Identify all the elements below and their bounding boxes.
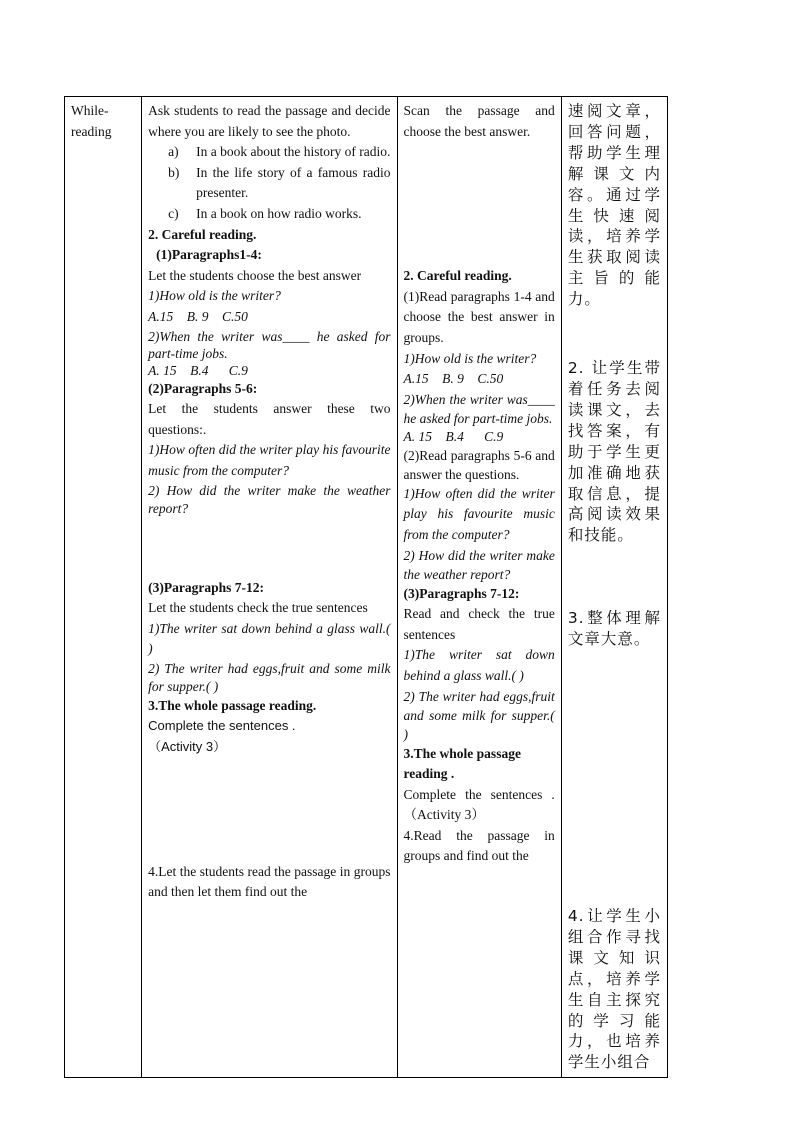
option-label: a) — [168, 144, 179, 160]
paragraphs-5-6-instruction: Let the students answer these two questions:. — [148, 401, 391, 437]
option-c — [148, 204, 390, 225]
question-3: 1)How often did the writer play his favourite music from the computer? — [403, 485, 555, 542]
option-label: b) — [168, 164, 180, 180]
whole-passage-heading: 3.The whole passage reading. — [148, 697, 317, 713]
careful-reading-heading: 2. Careful reading. — [403, 268, 512, 284]
question-4: 2) How did the writer make the weather report? — [403, 547, 555, 582]
paragraphs-5-6-heading: (2)Paragraphs 5-6: — [148, 380, 258, 396]
sentence-2: 2) The writer had eggs,fruit and some milk for supper.( ) — [403, 688, 555, 742]
stage-cell — [65, 97, 142, 1078]
sentence-2: 2) The writer had eggs,fruit and some milk for supper.( ) — [148, 660, 391, 694]
sentence-1: 1)The writer sat down behind a glass wall.( ) — [403, 647, 555, 683]
purpose-3: 3.整体理解文章大意。 — [567, 609, 661, 649]
careful-reading-heading: 2. Careful reading. — [148, 226, 257, 242]
purpose-cell — [561, 97, 667, 1078]
spacer — [148, 518, 390, 578]
group-task: 4.Read the passage in groups and find out the — [403, 827, 555, 864]
stage-label: While-reading — [71, 103, 112, 139]
purpose-2: 2. 让学生带着任务去阅读课文，去找答案，有助于学生更加准确地获取信息，提高阅读效果和技能。 — [567, 359, 661, 545]
question-1: 1)How old is the writer? — [403, 350, 537, 366]
paragraphs-1-4-heading: (1)Paragraphs1-4: — [156, 247, 262, 263]
paragraphs-1-4-task: (1)Read paragraphs 1-4 and choose the best answer in groups. — [403, 288, 555, 345]
spacer — [568, 546, 661, 608]
whole-passage-instruction: Complete the sentences . （Activity 3） — [403, 786, 555, 823]
question-1-options: A.15 B. 9 C.50 — [403, 371, 504, 387]
paragraphs-7-12-heading: (3)Paragraphs 7-12: — [403, 585, 520, 601]
question-4: 2) How did the writer make the weather report? — [148, 482, 391, 516]
lesson-plan-table — [64, 96, 668, 1078]
activity-label: （Activity 3） — [148, 739, 227, 755]
question-2-options: A. 15 B.4 C.9 — [403, 428, 504, 444]
option-b — [148, 163, 390, 204]
option-text: In a book on how radio works. — [196, 205, 362, 221]
whole-passage-instruction: Complete the sentences . — [148, 718, 296, 734]
question-3: 1)How often did the writer play his favourite music from the computer? — [148, 442, 391, 478]
scan-instruction: Scan the passage and choose the best answer. — [403, 103, 555, 139]
sentence-1: 1)The writer sat down behind a glass wall.( ) — [148, 620, 391, 657]
group-task: 4.Let the students read the passage in groups and then let them find out the — [148, 863, 391, 900]
paragraphs-1-4-instruction: Let the students choose the best answer — [148, 267, 362, 283]
option-a — [148, 142, 390, 163]
paragraphs-7-12-instruction: Let the students check the true sentences — [148, 600, 368, 616]
table-row — [65, 97, 668, 1078]
spacer — [568, 650, 661, 906]
option-text: In the life story of a famous radio presenter. — [196, 164, 391, 201]
spacer — [568, 310, 661, 358]
question-1-options: A.15 B. 9 C.50 — [148, 308, 248, 324]
question-2: 2)When the writer was____ he asked for part-time jobs. — [403, 391, 555, 426]
question-1: 1)How old is the writer? — [148, 288, 281, 304]
paragraphs-7-12-task: Read and check the true sentences — [403, 606, 555, 642]
paragraphs-5-6-task: (2)Read paragraphs 5-6 and answer the questions. — [403, 447, 555, 482]
purpose-1: 速阅文章，回答问题，帮助学生理解课文内容。通过学生快速阅读，培养学生获取阅读主旨的能力。 — [567, 102, 661, 309]
teacher-activity-cell — [142, 97, 397, 1078]
spacer — [404, 142, 555, 266]
whole-passage-heading: 3.The whole passage reading . — [403, 745, 521, 782]
option-label: c) — [168, 205, 179, 221]
spacer — [148, 758, 390, 862]
student-activity-cell — [397, 97, 561, 1078]
question-2-options: A. 15 B.4 C.9 — [148, 362, 248, 378]
paragraphs-7-12-heading: (3)Paragraphs 7-12: — [148, 579, 264, 595]
teacher-intro: Ask students to read the passage and decide where you are likely to see the photo. — [148, 103, 391, 139]
question-2: 2)When the writer was____ he asked for part-time jobs. — [148, 328, 391, 361]
option-text: In a book about the history of radio. — [196, 144, 391, 160]
purpose-4: 4.让学生小组合作寻找课文知识点，培养学生自主探究的学习能力，也培养学生小组合 — [567, 907, 661, 1072]
